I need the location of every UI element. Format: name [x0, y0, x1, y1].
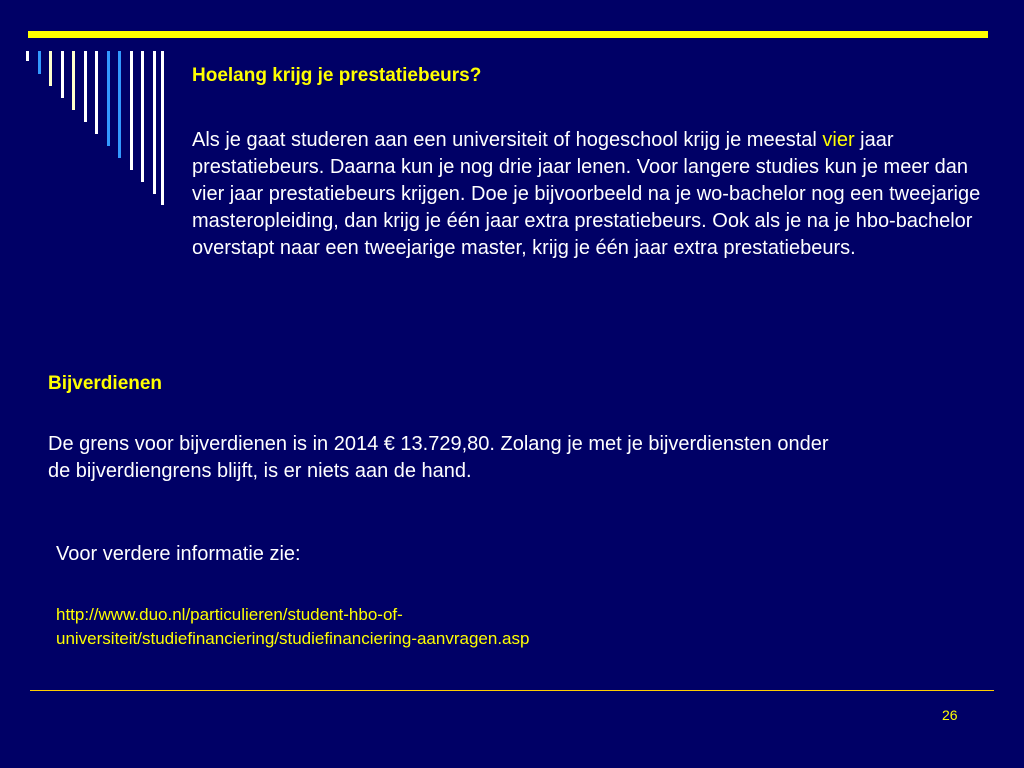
deco-bar — [84, 51, 87, 122]
deco-bar — [141, 51, 144, 182]
deco-bar — [118, 51, 121, 158]
deco-bar — [49, 51, 52, 86]
deco-bar — [61, 51, 64, 98]
section1-highlight: vier — [822, 129, 855, 151]
deco-bar — [153, 51, 156, 194]
section1-body — [192, 127, 996, 262]
deco-bar — [72, 51, 75, 110]
page-number: 26 — [942, 707, 958, 723]
deco-bar — [26, 51, 29, 61]
deco-bar — [38, 51, 41, 74]
deco-bar — [161, 51, 164, 205]
section1-body-start: Als je gaat studeren aan een universiteit of hogeschool krijg je meestal — [192, 129, 823, 151]
info-link[interactable]: http://www.duo.nl/particulieren/student-hbo-of-universiteit/studiefinanciering/studiefinanciering-aanvragen.asp — [56, 605, 530, 648]
deco-bar — [107, 51, 110, 146]
deco-bar — [95, 51, 98, 134]
section1-body-end: jaar prestatiebeurs. Daarna kun je nog drie jaar lenen. Voor langere studies kun je meer dan vier jaar prestatiebeurs krijgen. Doe je bijvoorbeeld na je wo-bachelor nog een tweejarige masteropleiding, dan krijg je één jaar extra prestatiebeurs. Ook als je na je hbo-bachelor overstapt naar een tweejarige master, krijg je één jaar extra prestatiebeurs. — [192, 129, 981, 259]
decorative-bars — [0, 0, 170, 210]
section2-title: Bijverdienen — [48, 373, 163, 394]
deco-bar — [130, 51, 133, 170]
info-intro: Voor verdere informatie zie: — [56, 543, 301, 565]
section2-body: De grens voor bijverdienen is in 2014 € 13.729,80. Zolang je met je bijverdiensten onder de bijverdiengrens blijft, is er niets aan de hand. — [48, 433, 829, 482]
section1-title: Hoelang krijg je prestatiebeurs? — [192, 65, 482, 86]
bottom-rule — [30, 690, 994, 691]
top-rule — [28, 31, 988, 38]
